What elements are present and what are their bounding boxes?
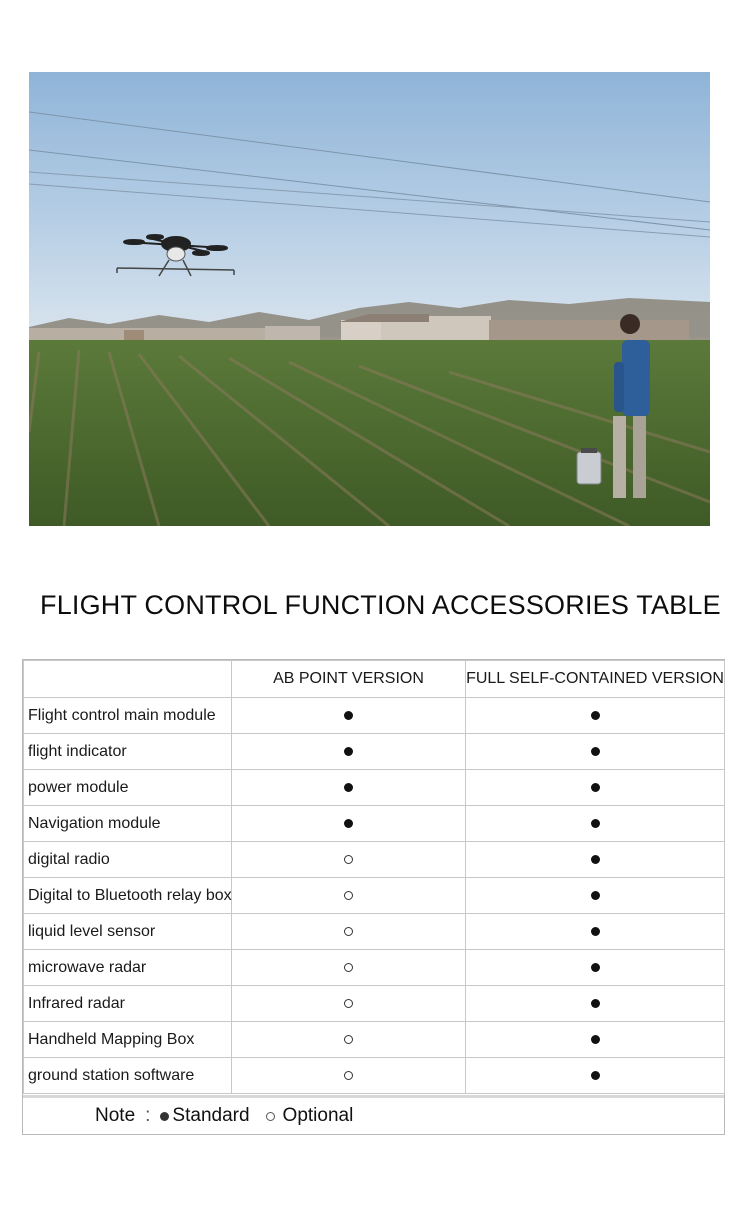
table-row — [24, 914, 725, 950]
row-item-name: digital radio — [24, 842, 232, 878]
filled-dot-icon — [591, 711, 600, 720]
note-label: Note — [95, 1105, 136, 1126]
full-version-cell — [466, 1058, 725, 1094]
ab-version-cell — [232, 1058, 466, 1094]
filled-dot-icon — [160, 1112, 169, 1121]
row-item-name: Digital to Bluetooth relay box — [24, 878, 232, 914]
filled-dot-icon — [344, 783, 353, 792]
table-row — [24, 1058, 725, 1094]
filled-dot-icon — [591, 999, 600, 1008]
ab-version-cell — [232, 878, 466, 914]
full-version-cell — [466, 986, 725, 1022]
table-row — [24, 878, 725, 914]
note-separator: : — [145, 1105, 151, 1126]
row-item-name: Infrared radar — [24, 986, 232, 1022]
full-version-cell — [466, 914, 725, 950]
filled-dot-icon — [344, 711, 353, 720]
filled-dot-icon — [344, 747, 353, 756]
open-circle-icon — [344, 927, 353, 936]
ab-version-cell — [232, 734, 466, 770]
open-circle-icon — [344, 999, 353, 1008]
row-item-name: Navigation module — [24, 806, 232, 842]
table-row — [24, 734, 725, 770]
open-circle-icon — [344, 855, 353, 864]
full-version-cell — [466, 950, 725, 986]
ab-version-cell — [232, 770, 466, 806]
table-row — [24, 770, 725, 806]
table-row — [24, 806, 725, 842]
page-title: FLIGHT CONTROL FUNCTION ACCESSORIES TABLE — [40, 590, 721, 620]
row-item-name: power module — [24, 770, 232, 806]
row-item-name: microwave radar — [24, 950, 232, 986]
ab-version-cell — [232, 698, 466, 734]
open-circle-icon — [344, 1035, 353, 1044]
filled-dot-icon — [591, 891, 600, 900]
filled-dot-icon — [591, 747, 600, 756]
open-circle-icon — [266, 1112, 275, 1121]
full-version-cell — [466, 770, 725, 806]
ab-version-cell — [232, 950, 466, 986]
filled-dot-icon — [591, 855, 600, 864]
full-version-cell — [466, 806, 725, 842]
table-row — [24, 698, 725, 734]
filled-dot-icon — [591, 927, 600, 936]
filled-dot-icon — [591, 1035, 600, 1044]
row-item-name: ground station software — [24, 1058, 232, 1094]
filled-dot-icon — [591, 1071, 600, 1080]
accessories-grid — [23, 660, 725, 1094]
full-version-cell — [466, 1022, 725, 1058]
header-ab-point-version: AB POINT VERSION — [232, 661, 466, 698]
row-item-name: liquid level sensor — [24, 914, 232, 950]
ab-version-cell — [232, 1022, 466, 1058]
table-row — [24, 1022, 725, 1058]
full-version-cell — [466, 842, 725, 878]
table-row — [24, 842, 725, 878]
filled-dot-icon — [591, 783, 600, 792]
header-item-column — [24, 661, 232, 698]
accessories-table — [22, 659, 725, 1135]
optional-label: Optional — [282, 1105, 354, 1126]
row-item-name: Handheld Mapping Box — [24, 1022, 232, 1058]
full-version-cell — [466, 698, 725, 734]
table-header-row — [24, 661, 725, 698]
open-circle-icon — [344, 963, 353, 972]
ab-version-cell — [232, 842, 466, 878]
full-version-cell — [466, 878, 725, 914]
standard-label: Standard — [172, 1105, 250, 1126]
row-item-name: flight indicator — [24, 734, 232, 770]
filled-dot-icon — [591, 963, 600, 972]
table-row — [24, 986, 725, 1022]
open-circle-icon — [344, 1071, 353, 1080]
header-full-self-contained-version: FULL SELF-CONTAINED VERSION — [466, 661, 725, 698]
open-circle-icon — [344, 891, 353, 900]
table-row — [24, 950, 725, 986]
legend-note — [23, 1095, 724, 1134]
full-version-cell — [466, 734, 725, 770]
row-item-name: Flight control main module — [24, 698, 232, 734]
filled-dot-icon — [344, 819, 353, 828]
ab-version-cell — [232, 986, 466, 1022]
ab-version-cell — [232, 914, 466, 950]
drone-field-photo — [29, 72, 710, 526]
filled-dot-icon — [591, 819, 600, 828]
ab-version-cell — [232, 806, 466, 842]
